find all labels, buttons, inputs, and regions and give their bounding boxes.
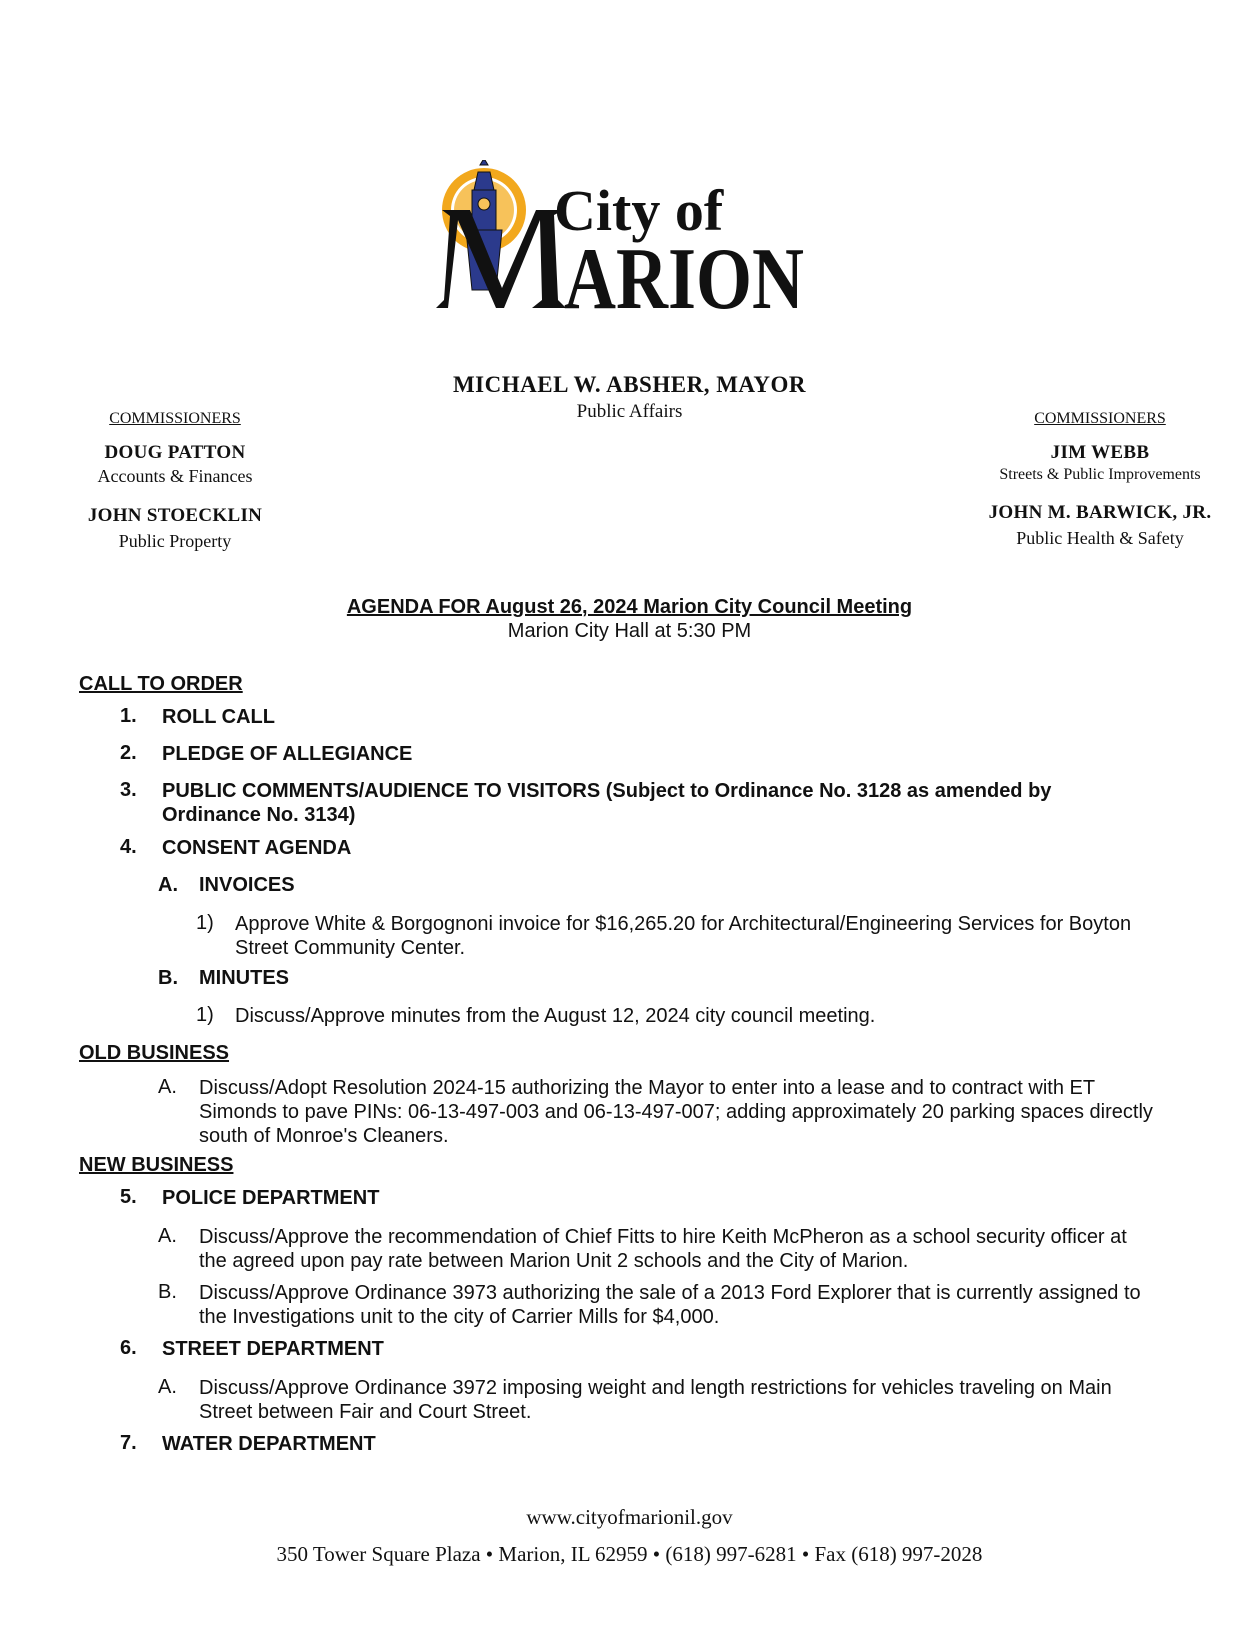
commissioner-role: Public Health & Safety xyxy=(1016,528,1184,548)
item-number: 6. xyxy=(120,1337,137,1359)
commissioners-right xyxy=(950,410,1250,549)
line: Street Community Center. xyxy=(235,937,466,959)
commissioner-role: Public Property xyxy=(118,531,232,551)
commissioner-role: Accounts & Finances xyxy=(97,466,253,486)
item-letter: A. xyxy=(158,1376,177,1398)
item-number: 1) xyxy=(196,912,214,934)
line: Ordinance No. 3134) xyxy=(162,804,356,826)
line: Approve White & Borgognoni invoice for $16,265.20 for Architectural/Engineering Services for Boyton xyxy=(235,913,1132,935)
footer-website: www.cityofmarionil.gov xyxy=(526,1505,733,1529)
item-roll-call: ROLL CALL xyxy=(162,706,275,728)
item-number: 5. xyxy=(120,1186,137,1208)
item-police-department: POLICE DEPARTMENT xyxy=(162,1187,380,1209)
item-letter: B. xyxy=(158,967,178,989)
item-number: 4. xyxy=(120,836,137,858)
item-number: 1) xyxy=(196,1004,214,1026)
agenda-location: Marion City Hall at 5:30 PM xyxy=(507,620,752,642)
line: Discuss/Approve Ordinance 3972 imposing weight and length restrictions for vehicles traveling on Main xyxy=(199,1377,1112,1399)
item-water-department: WATER DEPARTMENT xyxy=(162,1433,376,1455)
item-number: 7. xyxy=(120,1432,137,1454)
item-resolution-2024-15 xyxy=(199,1076,1153,1148)
line: Simonds to pave PINs: 06-13-497-003 and 06-13-497-007; adding approximately 20 parking spaces directly xyxy=(199,1101,1153,1123)
section-new-business: NEW BUSINESS xyxy=(79,1154,234,1176)
section-old-business: OLD BUSINESS xyxy=(79,1042,230,1064)
line: the agreed upon pay rate between Marion Unit 2 schools and the City of Marion. xyxy=(199,1250,909,1272)
line: Discuss/Approve Ordinance 3973 authorizing the sale of a 2013 Ford Explorer that is currently assigned to xyxy=(199,1282,1141,1304)
item-ordinance-3973 xyxy=(199,1281,1141,1329)
item-public-comments xyxy=(162,779,1112,827)
logo-line2: ARION xyxy=(564,231,804,328)
commissioner-name: JOHN STOECKLIN xyxy=(87,505,263,526)
item-letter: B. xyxy=(158,1281,177,1303)
city-logo xyxy=(436,160,836,330)
item-number: 2. xyxy=(120,742,137,764)
section-call-to-order: CALL TO ORDER xyxy=(79,673,243,695)
item-letter: A. xyxy=(158,1076,177,1098)
mayor-name: MICHAEL W. ABSHER, MAYOR xyxy=(452,372,807,397)
item-letter: A. xyxy=(158,874,178,896)
commissioners-left xyxy=(60,410,290,552)
line: the Investigations unit to the city of Carrier Mills for $4,000. xyxy=(199,1306,720,1328)
item-hire-officer xyxy=(199,1225,1127,1273)
commissioners-label-left: COMMISSIONERS xyxy=(109,410,241,427)
agenda-title: AGENDA FOR August 26, 2024 Marion City Council Meeting xyxy=(346,596,913,618)
item-invoice-approval xyxy=(235,912,1131,960)
item-invoices: INVOICES xyxy=(199,874,295,896)
item-minutes-approval: Discuss/Approve minutes from the August 12, 2024 city council meeting. xyxy=(235,1005,876,1027)
commissioner-name: JOHN M. BARWICK, JR. xyxy=(988,502,1212,523)
item-street-department: STREET DEPARTMENT xyxy=(162,1338,384,1360)
commissioners-label-right: COMMISSIONERS xyxy=(1034,410,1166,427)
line: Street between Fair and Court Street. xyxy=(199,1401,532,1423)
item-number: 3. xyxy=(120,779,137,801)
item-minutes: MINUTES xyxy=(199,967,289,989)
line: south of Monroe's Cleaners. xyxy=(199,1125,449,1147)
item-consent-agenda: CONSENT AGENDA xyxy=(162,837,352,859)
line: PUBLIC COMMENTS/AUDIENCE TO VISITORS (Subject to Ordinance No. 3128 as amended by xyxy=(162,780,1052,802)
commissioner-role: Streets & Public Improvements xyxy=(999,466,1201,483)
logo-line1: City of xyxy=(554,178,724,243)
item-pledge: PLEDGE OF ALLEGIANCE xyxy=(162,743,413,765)
footer-address: 350 Tower Square Plaza • Marion, IL 62959 • (618) 997-6281 • Fax (618) 997-2028 xyxy=(276,1542,983,1566)
commissioner-name: JIM WEBB xyxy=(1050,442,1150,463)
commissioner-name: DOUG PATTON xyxy=(104,442,246,463)
mayor-role: Public Affairs xyxy=(576,401,683,422)
item-letter: A. xyxy=(158,1225,177,1247)
item-number: 1. xyxy=(120,705,137,727)
line: Discuss/Approve the recommendation of Chief Fitts to hire Keith McPheron as a school security officer at xyxy=(199,1226,1127,1248)
line: Discuss/Adopt Resolution 2024-15 authorizing the Mayor to enter into a lease and to contract with ET xyxy=(199,1077,1096,1099)
item-ordinance-3972 xyxy=(199,1376,1112,1424)
